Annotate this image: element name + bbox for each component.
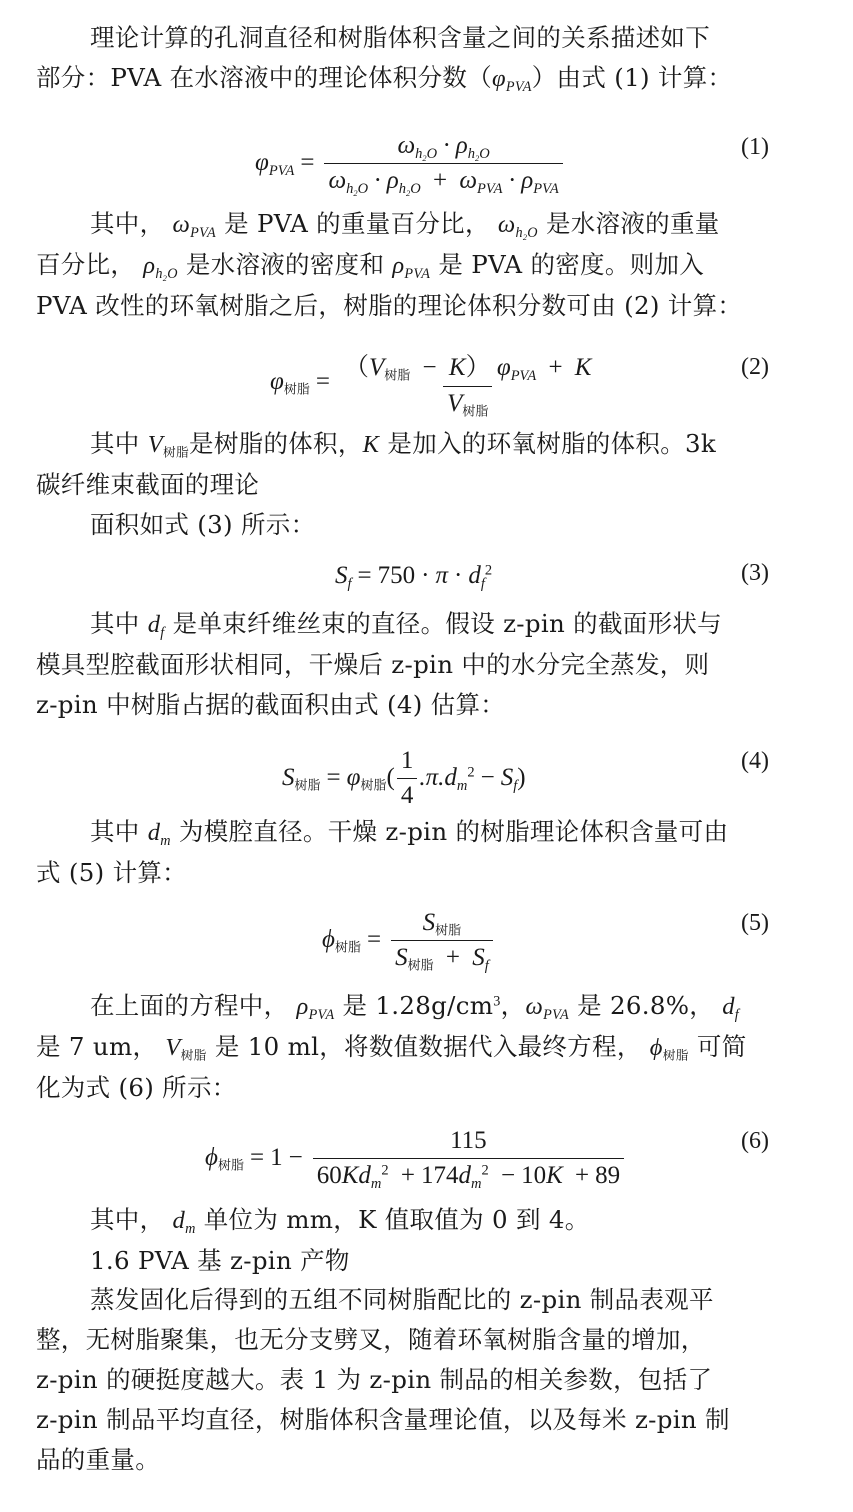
- text-span: 是树脂的体积，: [189, 429, 363, 458]
- equation-3: $S_f$ = 750 · π · $d_f^2$ (3): [335, 560, 769, 593]
- equation-1: $\varphi_{PVA}$ = $\frac{\omega_{h_2O} \cdot \rho_{h_2O}}{\omega_{h_2O} \cdot \rho_{h_2O} + \omega_{PVA} \cdot \rho_{PVA}}$ (1): [255, 131, 769, 198]
- paragraph-mold-diameter: [36, 812, 818, 893]
- equation-number: (2): [741, 354, 769, 380]
- equation-number: (4): [741, 748, 769, 774]
- text-span: 其中，: [90, 1205, 165, 1234]
- text-line: [36, 604, 818, 645]
- math-d-f: $d_f$: [147, 611, 165, 641]
- math-d-m: $d_m$: [172, 1207, 196, 1237]
- text-line: 化为式 (6) 所示：: [36, 1073, 237, 1102]
- paragraph-definitions-1: [36, 204, 818, 326]
- text-span: 部分：PVA 在水溶液中的理论体积分数（: [36, 63, 492, 92]
- text-span: 是单束纤维丝束的直径。假设 z-pin 的截面形状与: [172, 609, 722, 638]
- math-v-resin: $V_{树脂}$: [165, 1034, 207, 1064]
- math-rho-pva: $\rho_{PVA}$: [392, 252, 431, 282]
- equation-2: $\varphi_{树脂}$ = $\frac{(V_{树脂} - K) \varphi_{PVA} + K}{V_{树脂}}$ (2): [270, 353, 769, 420]
- equation-number: (1): [741, 134, 769, 160]
- text-line: 式 (5) 计算：: [36, 858, 187, 887]
- text-line: 品的重量。: [36, 1445, 160, 1474]
- math-d-m: $d_m$: [147, 819, 171, 849]
- equation-number: (5): [741, 910, 769, 936]
- math-omega-h2o: $\omega_{h_2O}$: [497, 211, 538, 242]
- text-span: 是 26.8%，: [577, 991, 715, 1020]
- text-span: 其中: [90, 817, 140, 846]
- paragraph-units: [36, 1200, 818, 1281]
- section-heading: 1.6 PVA 基 z-pin 产物: [90, 1246, 350, 1275]
- math-omega-pva: $\omega_{PVA}$: [525, 993, 569, 1023]
- equation-5: $\phi_{树脂}$ = $\frac{S_{树脂}}{S_{树脂} + S_f}$ (5): [322, 908, 769, 974]
- text-span: 是 7 um，: [36, 1032, 158, 1061]
- text-span: 是 PVA 的重量百分比，: [224, 209, 490, 238]
- math-phi-pva: $\varphi_{PVA}$: [492, 65, 532, 95]
- text-line: [36, 1027, 818, 1068]
- text-line: [36, 1200, 818, 1241]
- equation-6: $\phi_{树脂}$ = 1 − $\frac{115}{60Kd_m^2 + 174d_m^2 - 10K + 89}$ (6): [205, 1126, 769, 1192]
- paragraph-definitions-2: [36, 424, 818, 545]
- text-line: z-pin 的硬挺度越大。表 1 为 z-pin 制品的相关参数，包括了: [36, 1365, 713, 1394]
- text-span: 是加入的环氧树脂的体积。3k: [387, 429, 717, 458]
- text-line: z-pin 制品平均直径，树脂体积含量理论值，以及每米 z-pin 制: [36, 1405, 730, 1434]
- text-span: 可简: [696, 1032, 747, 1061]
- text-line: 模具型腔截面形状相同，干燥后 z-pin 中的水分完全蒸发，则: [36, 650, 710, 679]
- text-line: 在上面的方程中， $\rho_{PVA}$ 是 $1.28g/cm^3$，$\omega_{PVA}$ 是 26.8%， $d_f$: [90, 991, 739, 1023]
- text-span: 是 1.28g/cm: [342, 991, 494, 1020]
- paragraph-values: [36, 986, 818, 1108]
- math-rho-h2o: $\rho_{h_2O}$: [143, 252, 178, 283]
- text-line: 碳纤维束截面的理论: [36, 470, 260, 499]
- math-phi-resin: $\phi_{树脂}$: [649, 1034, 689, 1064]
- text-span: 单位为 mm，K 值取值为 0 到 4。: [203, 1205, 590, 1234]
- text-span: 其中: [90, 429, 140, 458]
- text-line: [36, 58, 818, 99]
- equation-number: (3): [741, 560, 769, 586]
- text-span: 其中，: [90, 209, 165, 238]
- text-line: z-pin 中树脂占据的截面积由式 (4) 估算：: [36, 690, 506, 719]
- text-span: ，: [500, 991, 526, 1020]
- text-span: 百分比，: [36, 250, 136, 279]
- text-span: ）由式 (1) 计算：: [531, 63, 733, 92]
- text-line: 理论计算的孔洞直径和树脂体积含量之间的关系描述如下: [90, 23, 710, 52]
- paragraph-intro: [36, 18, 818, 99]
- text-line: [36, 812, 818, 853]
- text-line: PVA 改性的环氧树脂之后，树脂的理论体积分数可由 (2) 计算：: [36, 291, 743, 320]
- equation-number: (6): [741, 1128, 769, 1154]
- text-span: 是水溶液的密度和: [185, 250, 385, 279]
- math-omega-pva: $\omega_{PVA}$: [172, 211, 216, 241]
- text-line: 蒸发固化后得到的五组不同树脂配比的 z-pin 制品表观平: [90, 1285, 714, 1314]
- text-span: 为模腔直径。干燥 z-pin 的树脂理论体积含量可由: [178, 817, 729, 846]
- paragraph-products: [36, 1280, 818, 1480]
- text-span: 是 PVA 的密度。则加入: [438, 250, 705, 279]
- text-span: 是水溶液的重量: [545, 209, 720, 238]
- text-span: 其中: [90, 609, 140, 638]
- math-v-resin: $V_{树脂}$: [147, 431, 190, 461]
- text-line: [36, 245, 818, 286]
- text-line: [36, 204, 818, 245]
- math-rho-pva: $\rho_{PVA}$: [296, 993, 335, 1023]
- text-line: 整，无树脂聚集，也无分支劈叉，随着环氧树脂含量的增加，: [36, 1325, 706, 1354]
- text-line: 面积如式 (3) 所示：: [90, 510, 316, 539]
- text-span: 是 10 ml，将数值数据代入最终方程，: [214, 1032, 642, 1061]
- text-span: 在上面的方程中，: [90, 991, 289, 1020]
- equation-4: $S_{树脂}$ = $\varphi_{树脂}$ ( $\frac{1}{4}$ $.\pi.d_m^2$ − $S_f$ ) (4): [282, 746, 769, 809]
- math-d-f: $d_f$: [722, 993, 739, 1023]
- paragraph-assumption: [36, 604, 818, 725]
- text-line: 其中 $V_{树脂}$是树脂的体积，K 是加入的环氧树脂的体积。3k: [90, 429, 717, 461]
